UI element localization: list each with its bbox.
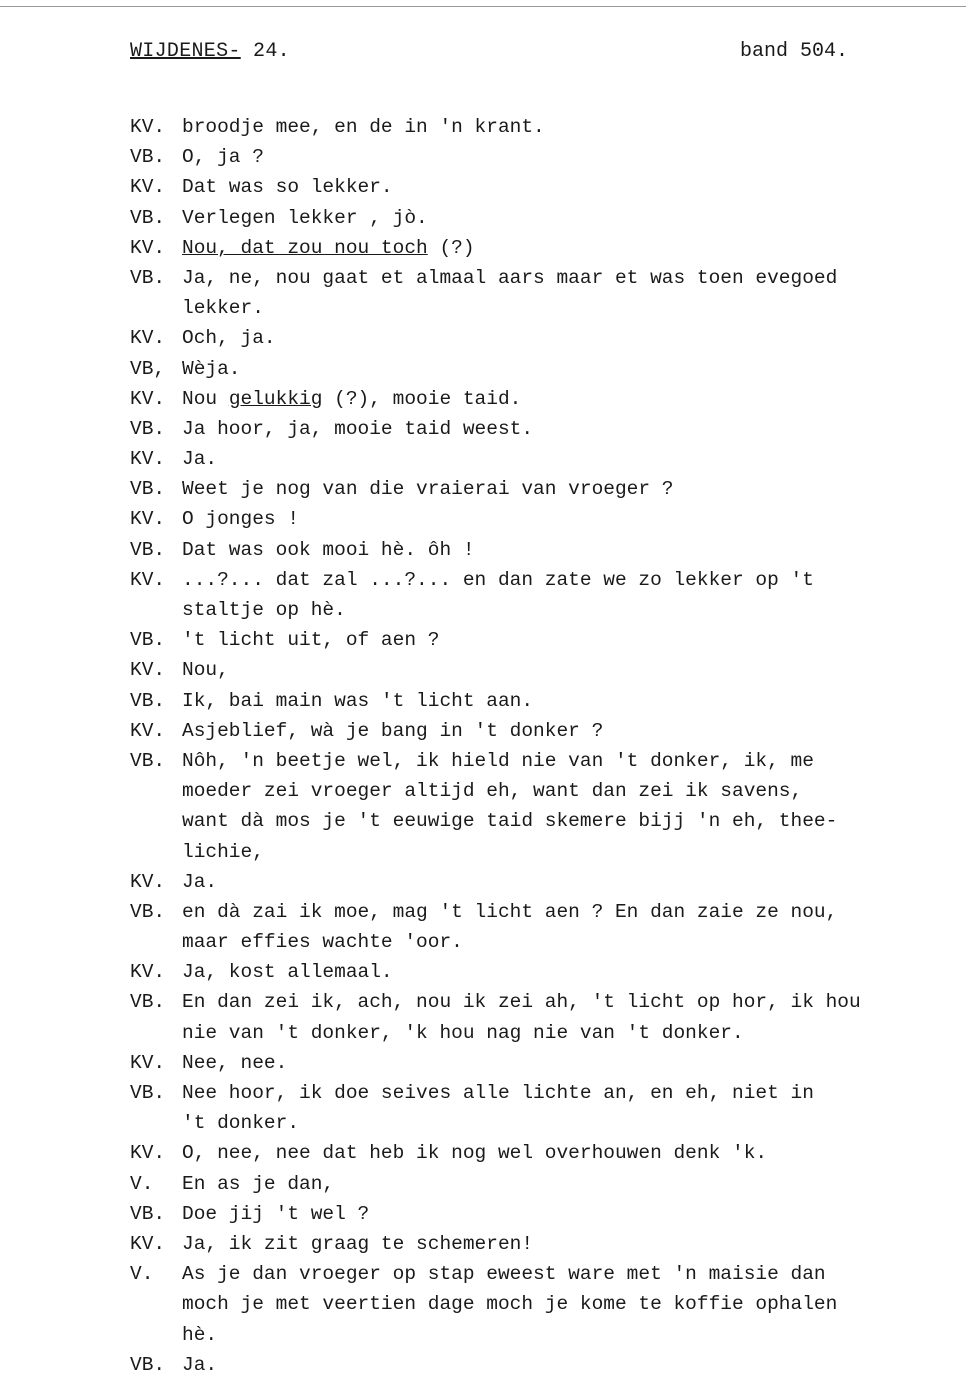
speaker-label: VB. xyxy=(130,206,166,229)
speaker-label: KV. xyxy=(130,659,166,682)
line-text-body: O jonges ! xyxy=(182,508,300,531)
speaker-label: VB. xyxy=(130,689,166,712)
transcript-line xyxy=(130,1259,920,1289)
speaker-label: VB. xyxy=(130,538,166,561)
line-text xyxy=(182,233,475,263)
transcript-line xyxy=(130,927,920,957)
line-text-body: En dan zei ik, ach, nou ik zei ah, 't licht op hor, ik hou xyxy=(182,991,861,1014)
speaker-label: KV. xyxy=(130,1051,166,1074)
line-text xyxy=(182,1169,334,1199)
speaker-label: KV. xyxy=(130,387,166,410)
line-text-underlined: Nou, dat zou nou toch xyxy=(182,236,428,259)
speaker-label: VB. xyxy=(130,266,166,289)
transcript-line xyxy=(130,776,920,806)
transcript-line xyxy=(130,233,920,263)
transcript-line xyxy=(130,142,920,172)
header-title: WIJDENES- xyxy=(130,40,241,63)
transcript-line xyxy=(130,1108,920,1138)
transcript-line xyxy=(130,565,920,595)
line-text xyxy=(182,1350,217,1380)
line-text xyxy=(182,1108,299,1138)
line-text-body: (?), mooie taid. xyxy=(322,387,522,410)
line-text xyxy=(182,1199,369,1229)
line-text-body: Ik, bai main was 't licht aan. xyxy=(182,689,534,712)
line-text-body: lichie, xyxy=(182,840,264,863)
speaker-label: VB. xyxy=(130,749,166,772)
line-text-body: 't donker. xyxy=(182,1112,300,1135)
transcript-line xyxy=(130,1229,920,1259)
line-text xyxy=(182,1018,744,1048)
speaker-label: KV. xyxy=(130,568,166,591)
speaker-label: KV. xyxy=(130,961,166,984)
line-text-body: O, ja ? xyxy=(182,146,264,169)
speaker-label: VB. xyxy=(130,900,166,923)
transcript-line xyxy=(130,1169,920,1199)
line-text-body: moch je met veertien dage moch je kome te koffie ophalen xyxy=(182,1293,838,1316)
speaker-label: VB. xyxy=(130,417,166,440)
line-text xyxy=(182,535,475,565)
line-text xyxy=(182,323,276,353)
header-page-number: 24. xyxy=(253,40,290,63)
speaker-label: KV. xyxy=(130,236,166,259)
line-text-body: Ja. xyxy=(182,1353,218,1376)
line-text-body: As je dan vroeger op stap eweest ware met 'n maisie dan xyxy=(182,1263,826,1286)
transcript-line xyxy=(130,837,920,867)
line-text-body: Wèja. xyxy=(182,357,241,380)
line-text-prefix: Nou xyxy=(182,387,229,410)
line-text-body: Dat was ook mooi hè. ôh ! xyxy=(182,538,475,561)
line-text xyxy=(182,565,814,595)
transcript-line xyxy=(130,595,920,625)
transcript-line xyxy=(130,354,920,384)
line-text xyxy=(182,686,533,716)
speaker-label: KV. xyxy=(130,870,166,893)
line-text-underlined: gelukkig xyxy=(228,387,323,410)
transcript-line xyxy=(130,414,920,444)
line-text xyxy=(182,625,439,655)
speaker-label: KV. xyxy=(130,448,166,471)
line-text-body: Verlegen lekker , jò. xyxy=(182,206,428,229)
transcript-line xyxy=(130,655,920,685)
line-text xyxy=(182,957,393,987)
speaker-label: VB. xyxy=(130,478,166,501)
speaker-label: VB. xyxy=(130,1082,166,1104)
line-text xyxy=(182,716,603,746)
transcript-line xyxy=(130,806,920,836)
line-text xyxy=(182,1320,217,1350)
line-text xyxy=(182,354,241,384)
line-text-body: Ja. xyxy=(182,448,218,471)
transcript-line xyxy=(130,716,920,746)
transcript-line xyxy=(130,957,920,987)
line-text-body: staltje op hè. xyxy=(182,599,346,621)
speaker-label: KV. xyxy=(130,1232,166,1255)
line-text-body: Ja hoor, ja, mooie taid weest. xyxy=(182,417,534,440)
line-text xyxy=(182,806,837,836)
speaker-label: KV. xyxy=(130,116,166,138)
line-text-body: En as je dan, xyxy=(182,1172,335,1195)
transcript-line xyxy=(130,867,920,897)
line-text xyxy=(182,1048,287,1078)
line-text-body: Nee hoor, ik doe seives alle lichte an, en eh, niet in xyxy=(182,1082,814,1104)
line-text-body: nie van 't donker, 'k hou nag nie van 't donker. xyxy=(182,1021,744,1044)
line-text-body: Nee, nee. xyxy=(182,1051,288,1074)
line-text-body: lekker. xyxy=(182,297,264,320)
transcript-line xyxy=(130,1320,920,1350)
line-text xyxy=(182,776,802,806)
line-text xyxy=(182,1138,767,1168)
line-text xyxy=(182,927,463,957)
transcript-line xyxy=(130,625,920,655)
line-text-body: Ja, ik zit graag te schemeren! xyxy=(182,1232,534,1255)
line-text xyxy=(182,504,299,534)
line-text xyxy=(182,142,264,172)
line-text xyxy=(182,897,837,927)
line-text xyxy=(182,444,217,474)
line-text-body: ...?... dat zal ...?... en dan zate we zo lekker op 't xyxy=(182,568,814,591)
line-text-body: Doe jij 't wel ? xyxy=(182,1202,370,1225)
speaker-label: VB. xyxy=(130,1353,166,1376)
line-text-body: (?) xyxy=(427,236,475,259)
line-text-body: en dà zai ik moe, mag 't licht aen ? En dan zaie ze nou, xyxy=(182,900,838,923)
line-text-body: 't licht uit, of aen ? xyxy=(182,629,440,652)
header-band: band 504. xyxy=(739,40,848,63)
line-text-body: Nou, xyxy=(182,659,229,682)
transcript-line xyxy=(130,474,920,504)
speaker-label: VB, xyxy=(130,357,166,380)
transcript-line xyxy=(130,746,920,776)
transcript-lines xyxy=(130,112,920,1380)
speaker-label: KV. xyxy=(130,508,166,531)
header-left xyxy=(130,40,290,63)
line-text xyxy=(182,595,346,625)
speaker-label: VB. xyxy=(130,146,166,169)
line-text xyxy=(182,172,393,202)
speaker-label: KV. xyxy=(130,327,166,350)
line-text xyxy=(182,867,217,897)
transcript-line xyxy=(130,686,920,716)
line-text xyxy=(182,1259,826,1289)
transcript-line xyxy=(130,1199,920,1229)
line-text-body: Ja, ne, nou gaat et almaal aars maar et was toen evegoed xyxy=(182,266,838,289)
transcript-line xyxy=(130,1048,920,1078)
line-text-body: Weet je nog van die vraierai van vroeger ? xyxy=(182,478,674,501)
line-text xyxy=(182,837,264,867)
line-text-body: Dat was so lekker. xyxy=(182,176,393,199)
speaker-label: KV. xyxy=(130,719,166,742)
line-text xyxy=(182,384,521,414)
line-text-body: maar effies wachte 'oor. xyxy=(182,931,463,954)
transcript-line xyxy=(130,1078,920,1108)
transcript-line xyxy=(130,203,920,233)
transcript-line xyxy=(130,444,920,474)
line-text xyxy=(182,746,814,776)
transcript-line xyxy=(130,987,920,1017)
speaker-label: VB. xyxy=(130,629,166,652)
transcript-line xyxy=(130,504,920,534)
line-text xyxy=(182,293,264,323)
line-text-body: Asjeblief, wà je bang in 't donker ? xyxy=(182,719,604,742)
transcript-line xyxy=(130,323,920,353)
top-rule xyxy=(0,6,966,7)
line-text-body: Ja. xyxy=(182,870,218,893)
line-text-body: hè. xyxy=(182,1323,218,1346)
transcript-line xyxy=(130,384,920,414)
transcript-line xyxy=(130,1289,920,1319)
speaker-label: KV. xyxy=(130,176,166,199)
transcript-line xyxy=(130,897,920,927)
line-text-body: Ja, kost allemaal. xyxy=(182,961,393,984)
transcript-line xyxy=(130,293,920,323)
speaker-label: KV. xyxy=(130,1142,166,1165)
transcript-line xyxy=(130,535,920,565)
line-text-body: want dà mos je 't eeuwige taid skemere bijj 'n eh, thee- xyxy=(182,810,838,833)
line-text-body: Och, ja. xyxy=(182,327,276,350)
line-text xyxy=(182,203,428,233)
line-text xyxy=(182,263,837,293)
transcript-line xyxy=(130,1138,920,1168)
line-text xyxy=(182,414,533,444)
speaker-label: VB. xyxy=(130,1202,166,1225)
line-text xyxy=(182,112,545,142)
line-text-body: Nôh, 'n beetje wel, ik hield nie van 't donker, ik, me xyxy=(182,749,814,772)
speaker-label: V. xyxy=(130,1172,154,1195)
transcript-line xyxy=(130,172,920,202)
line-text xyxy=(182,1289,837,1319)
transcript-line xyxy=(130,1018,920,1048)
speaker-label: VB. xyxy=(130,991,166,1014)
line-text xyxy=(182,987,861,1017)
line-text xyxy=(182,474,673,504)
line-text-body: broodje mee, en de in 'n krant. xyxy=(182,116,545,138)
transcript-line xyxy=(130,112,920,142)
line-text-body: O, nee, nee dat heb ik nog wel overhouwen denk 'k. xyxy=(182,1142,768,1165)
transcript-line xyxy=(130,263,920,293)
line-text xyxy=(182,655,229,685)
line-text xyxy=(182,1229,533,1259)
line-text xyxy=(182,1078,814,1108)
speaker-label: V. xyxy=(130,1263,154,1286)
transcript-line xyxy=(130,1350,920,1380)
line-text-body: moeder zei vroeger altijd eh, want dan zei ik savens, xyxy=(182,780,803,803)
